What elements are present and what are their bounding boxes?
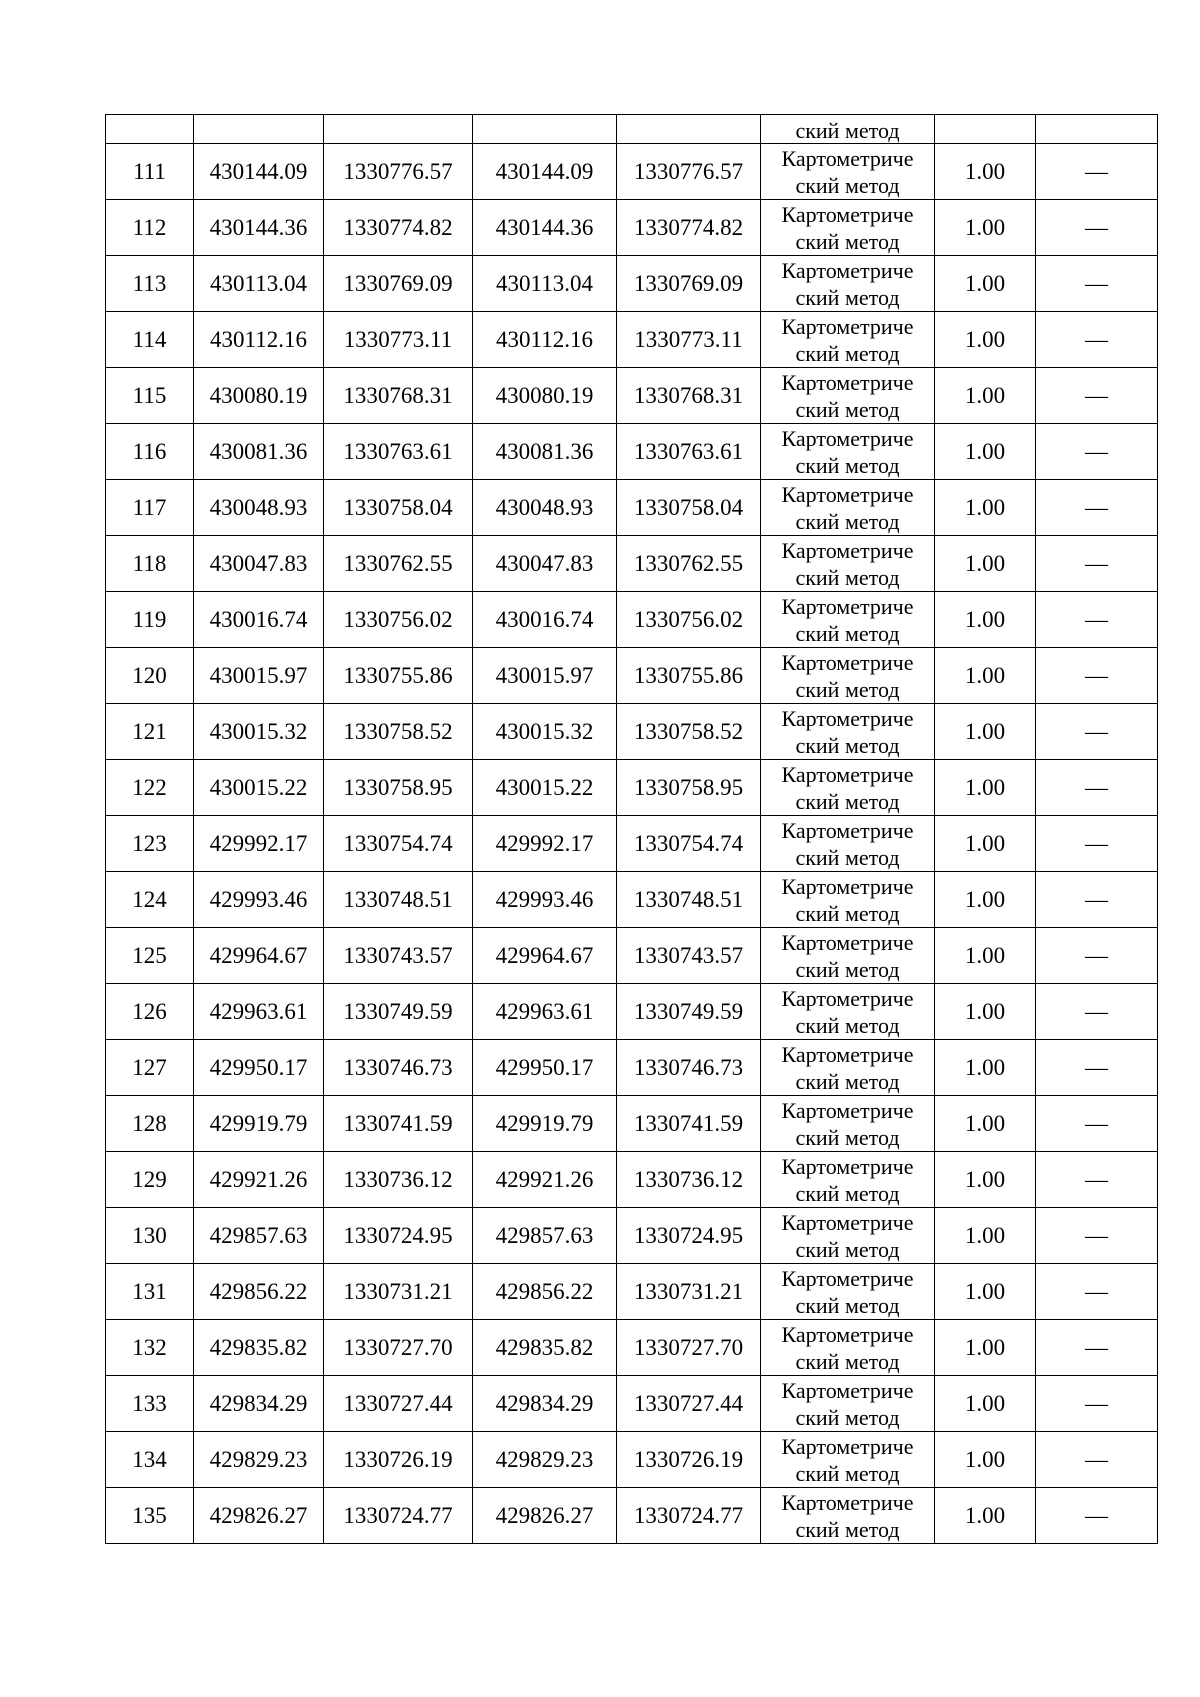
method-line-2: ский метод [795, 1236, 900, 1262]
method-line-1: Картометриче [781, 649, 914, 675]
cell-note: — [1036, 1264, 1158, 1320]
cell-num: 123 [106, 816, 194, 872]
cell-y2: 1330741.59 [617, 1096, 761, 1152]
method-line-2: ский метод [795, 1516, 900, 1542]
cell-note: — [1036, 424, 1158, 480]
cell-accuracy [935, 115, 1036, 144]
cell-num: 134 [106, 1432, 194, 1488]
cell-num: 118 [106, 536, 194, 592]
cell-x1: 430016.74 [194, 592, 324, 648]
cell-x2: 430080.19 [473, 368, 617, 424]
cell-note: — [1036, 200, 1158, 256]
method-line-1: Картометриче [781, 1097, 914, 1123]
cell-method [761, 312, 935, 368]
table-row [106, 984, 1158, 1040]
cell-num: 135 [106, 1488, 194, 1544]
cell-x1: 429826.27 [194, 1488, 324, 1544]
cell-num: 132 [106, 1320, 194, 1376]
cell-num [106, 115, 194, 144]
method-line-2: ский метод [795, 340, 900, 366]
cell-x1: 429964.67 [194, 928, 324, 984]
cell-y1: 1330754.74 [324, 816, 473, 872]
method-line-1: Картометриче [781, 257, 914, 283]
cell-method [761, 760, 935, 816]
cell-num: 121 [106, 704, 194, 760]
method-line-2: ский метод [795, 1124, 900, 1150]
method-line-2: ский метод [795, 1180, 900, 1206]
cell-x2: 429834.29 [473, 1376, 617, 1432]
cell-y1: 1330749.59 [324, 984, 473, 1040]
coordinates-table [105, 114, 1158, 1544]
cell-note: — [1036, 1208, 1158, 1264]
cell-y2: 1330773.11 [617, 312, 761, 368]
cell-accuracy: 1.00 [935, 1040, 1036, 1096]
cell-num: 125 [106, 928, 194, 984]
cell-x2: 429921.26 [473, 1152, 617, 1208]
method-line-1: Картометриче [781, 1377, 914, 1403]
cell-y1: 1330727.44 [324, 1376, 473, 1432]
table-row [106, 1488, 1158, 1544]
cell-y2: 1330748.51 [617, 872, 761, 928]
cell-method [761, 1208, 935, 1264]
cell-note: — [1036, 144, 1158, 200]
cell-note: — [1036, 1096, 1158, 1152]
method-line-1: Картометриче [781, 929, 914, 955]
cell-note: — [1036, 984, 1158, 1040]
cell-y2: 1330758.52 [617, 704, 761, 760]
method-line-2: ский метод [795, 1404, 900, 1430]
cell-num: 117 [106, 480, 194, 536]
cell-y2: 1330763.61 [617, 424, 761, 480]
table-row [106, 536, 1158, 592]
cell-note: — [1036, 1040, 1158, 1096]
cell-accuracy: 1.00 [935, 1096, 1036, 1152]
cell-note: — [1036, 648, 1158, 704]
cell-x1: 430015.97 [194, 648, 324, 704]
cell-accuracy: 1.00 [935, 1208, 1036, 1264]
cell-x2: 429829.23 [473, 1432, 617, 1488]
cell-num: 131 [106, 1264, 194, 1320]
method-line-1: Картометриче [781, 425, 914, 451]
cell-y2: 1330726.19 [617, 1432, 761, 1488]
method-line-2: ский метод [795, 844, 900, 870]
cell-x2 [473, 115, 617, 144]
cell-y2: 1330768.31 [617, 368, 761, 424]
cell-x2: 429963.61 [473, 984, 617, 1040]
cell-method [761, 256, 935, 312]
cell-x2: 430015.32 [473, 704, 617, 760]
cell-y1: 1330755.86 [324, 648, 473, 704]
method-line-2: ский метод [795, 172, 900, 198]
method-line-1: Картометриче [781, 705, 914, 731]
table-row [106, 704, 1158, 760]
cell-y2: 1330776.57 [617, 144, 761, 200]
cell-x1: 430047.83 [194, 536, 324, 592]
method-line-2: ский метод [795, 676, 900, 702]
cell-accuracy: 1.00 [935, 928, 1036, 984]
cell-x1: 430048.93 [194, 480, 324, 536]
cell-method [761, 368, 935, 424]
cell-num: 128 [106, 1096, 194, 1152]
table-row [106, 928, 1158, 984]
cell-x2: 429992.17 [473, 816, 617, 872]
cell-x2: 429857.63 [473, 1208, 617, 1264]
cell-num: 133 [106, 1376, 194, 1432]
cell-x1: 429834.29 [194, 1376, 324, 1432]
cell-y1: 1330741.59 [324, 1096, 473, 1152]
method-line-2: ский метод [795, 1012, 900, 1038]
cell-y1: 1330731.21 [324, 1264, 473, 1320]
cell-y2: 1330756.02 [617, 592, 761, 648]
cell-accuracy: 1.00 [935, 480, 1036, 536]
cell-x2: 429919.79 [473, 1096, 617, 1152]
method-line-1: Картометриче [781, 1433, 914, 1459]
cell-y2: 1330727.44 [617, 1376, 761, 1432]
cell-y2: 1330749.59 [617, 984, 761, 1040]
method-line-2: ский метод [795, 564, 900, 590]
cell-x1: 430080.19 [194, 368, 324, 424]
method-line-1: Картометриче [781, 1041, 914, 1067]
cell-x2: 430015.22 [473, 760, 617, 816]
cell-note: — [1036, 1432, 1158, 1488]
cell-method [761, 648, 935, 704]
cell-x1: 429921.26 [194, 1152, 324, 1208]
cell-accuracy: 1.00 [935, 256, 1036, 312]
cell-x1: 430081.36 [194, 424, 324, 480]
method-line-2: ский метод [795, 1460, 900, 1486]
method-line-2: ский метод [795, 452, 900, 478]
cell-y1: 1330724.95 [324, 1208, 473, 1264]
cell-num: 130 [106, 1208, 194, 1264]
cell-x1 [194, 115, 324, 144]
cell-method [761, 928, 935, 984]
cell-x1: 430112.16 [194, 312, 324, 368]
cell-num: 126 [106, 984, 194, 1040]
cell-x1: 430113.04 [194, 256, 324, 312]
cell-note: — [1036, 872, 1158, 928]
cell-method [761, 200, 935, 256]
cell-method [761, 536, 935, 592]
method-line-1: Картометриче [781, 985, 914, 1011]
cell-y2: 1330746.73 [617, 1040, 761, 1096]
cell-note: — [1036, 704, 1158, 760]
cell-num: 111 [106, 144, 194, 200]
cell-y2: 1330762.55 [617, 536, 761, 592]
method-line-1: Картометриче [781, 1265, 914, 1291]
cell-method [761, 1096, 935, 1152]
cell-accuracy: 1.00 [935, 536, 1036, 592]
cell-accuracy: 1.00 [935, 1264, 1036, 1320]
cell-method-tail: ский метод [761, 115, 935, 144]
cell-y1: 1330774.82 [324, 200, 473, 256]
method-line-1: Картометриче [781, 201, 914, 227]
cell-num: 113 [106, 256, 194, 312]
method-line-1: Картометриче [781, 1489, 914, 1515]
cell-x2: 429826.27 [473, 1488, 617, 1544]
cell-x1: 429829.23 [194, 1432, 324, 1488]
table-row [106, 816, 1158, 872]
table-row [106, 144, 1158, 200]
cell-x1: 430015.32 [194, 704, 324, 760]
cell-note: — [1036, 1376, 1158, 1432]
cell-y1: 1330743.57 [324, 928, 473, 984]
cell-x1: 430144.36 [194, 200, 324, 256]
cell-note [1036, 115, 1158, 144]
table-row [106, 200, 1158, 256]
method-line-2: ский метод [795, 396, 900, 422]
cell-y2: 1330724.95 [617, 1208, 761, 1264]
method-line-1: Картометриче [781, 1209, 914, 1235]
method-line-2: ский метод [795, 956, 900, 982]
table-row [106, 592, 1158, 648]
cell-y1: 1330736.12 [324, 1152, 473, 1208]
cell-y1: 1330726.19 [324, 1432, 473, 1488]
method-line-1: Картометриче [781, 313, 914, 339]
table-row [106, 256, 1158, 312]
table-row [106, 648, 1158, 704]
cell-accuracy: 1.00 [935, 424, 1036, 480]
cell-num: 129 [106, 1152, 194, 1208]
method-line-1: Картометриче [781, 481, 914, 507]
cell-note: — [1036, 760, 1158, 816]
cell-y1: 1330773.11 [324, 312, 473, 368]
cell-accuracy: 1.00 [935, 984, 1036, 1040]
cell-method [761, 816, 935, 872]
cell-method [761, 704, 935, 760]
table-row [106, 1432, 1158, 1488]
cell-x1: 430144.09 [194, 144, 324, 200]
cell-note: — [1036, 536, 1158, 592]
cell-x2: 429856.22 [473, 1264, 617, 1320]
cell-x2: 430113.04 [473, 256, 617, 312]
cell-accuracy: 1.00 [935, 368, 1036, 424]
cell-y1: 1330758.95 [324, 760, 473, 816]
method-line-2: ский метод [795, 620, 900, 646]
cell-method [761, 984, 935, 1040]
cell-num: 124 [106, 872, 194, 928]
cell-method [761, 1264, 935, 1320]
cell-y2: 1330774.82 [617, 200, 761, 256]
cell-note: — [1036, 1152, 1158, 1208]
cell-x2: 429835.82 [473, 1320, 617, 1376]
cell-accuracy: 1.00 [935, 760, 1036, 816]
cell-accuracy: 1.00 [935, 200, 1036, 256]
cell-num: 119 [106, 592, 194, 648]
cell-method [761, 1040, 935, 1096]
cell-y2: 1330743.57 [617, 928, 761, 984]
cell-accuracy: 1.00 [935, 1432, 1036, 1488]
cell-x1: 430015.22 [194, 760, 324, 816]
method-line-2: ский метод [795, 508, 900, 534]
cell-accuracy: 1.00 [935, 872, 1036, 928]
cell-num: 122 [106, 760, 194, 816]
method-line-2: ский метод [795, 1068, 900, 1094]
table-body [106, 115, 1158, 1544]
method-line-2: ский метод [795, 1348, 900, 1374]
cell-x2: 430047.83 [473, 536, 617, 592]
table-row [106, 1264, 1158, 1320]
method-line-2: ский метод [795, 284, 900, 310]
table-row [106, 1152, 1158, 1208]
cell-y1: 1330763.61 [324, 424, 473, 480]
cell-num: 112 [106, 200, 194, 256]
table-row [106, 872, 1158, 928]
cell-accuracy: 1.00 [935, 1488, 1036, 1544]
cell-method [761, 1488, 935, 1544]
cell-y2: 1330769.09 [617, 256, 761, 312]
cell-note: — [1036, 368, 1158, 424]
cell-y1: 1330746.73 [324, 1040, 473, 1096]
method-line-2: ский метод [795, 732, 900, 758]
method-line-1: Картометриче [781, 537, 914, 563]
method-line-1: Картометриче [781, 817, 914, 843]
cell-accuracy: 1.00 [935, 144, 1036, 200]
table-row [106, 480, 1158, 536]
cell-y2: 1330758.95 [617, 760, 761, 816]
table-row [106, 1096, 1158, 1152]
cell-y1: 1330724.77 [324, 1488, 473, 1544]
method-line-1: Картометриче [781, 1153, 914, 1179]
cell-y1: 1330776.57 [324, 144, 473, 200]
cell-x1: 429992.17 [194, 816, 324, 872]
cell-accuracy: 1.00 [935, 1152, 1036, 1208]
cell-num: 114 [106, 312, 194, 368]
cell-num: 115 [106, 368, 194, 424]
cell-method [761, 1152, 935, 1208]
cell-method [761, 1376, 935, 1432]
cell-y1: 1330727.70 [324, 1320, 473, 1376]
cell-y2: 1330758.04 [617, 480, 761, 536]
method-line-1: Картометриче [781, 593, 914, 619]
cell-num: 120 [106, 648, 194, 704]
cell-x1: 429856.22 [194, 1264, 324, 1320]
continuation-row [106, 115, 1158, 144]
cell-x1: 429950.17 [194, 1040, 324, 1096]
cell-method [761, 144, 935, 200]
cell-y1: 1330758.52 [324, 704, 473, 760]
cell-method [761, 1432, 935, 1488]
cell-accuracy: 1.00 [935, 648, 1036, 704]
cell-x2: 430048.93 [473, 480, 617, 536]
cell-y2: 1330724.77 [617, 1488, 761, 1544]
cell-y1: 1330768.31 [324, 368, 473, 424]
table-row [106, 1376, 1158, 1432]
cell-accuracy: 1.00 [935, 592, 1036, 648]
table-row [106, 1320, 1158, 1376]
method-line-1: Картометриче [781, 145, 914, 171]
cell-x1: 429857.63 [194, 1208, 324, 1264]
method-line-1: Картометриче [781, 369, 914, 395]
cell-method [761, 1320, 935, 1376]
cell-x2: 430081.36 [473, 424, 617, 480]
cell-method [761, 592, 935, 648]
method-line-2: ский метод [795, 1292, 900, 1318]
cell-x1: 429993.46 [194, 872, 324, 928]
table-row [106, 368, 1158, 424]
table-row [106, 1040, 1158, 1096]
method-line-2: ский метод [795, 228, 900, 254]
cell-x1: 429835.82 [194, 1320, 324, 1376]
cell-note: — [1036, 480, 1158, 536]
cell-note: — [1036, 592, 1158, 648]
cell-y1: 1330748.51 [324, 872, 473, 928]
cell-note: — [1036, 816, 1158, 872]
cell-x2: 429993.46 [473, 872, 617, 928]
cell-y2: 1330736.12 [617, 1152, 761, 1208]
table-row [106, 312, 1158, 368]
method-line-2: ский метод [795, 788, 900, 814]
cell-method [761, 872, 935, 928]
cell-note: — [1036, 928, 1158, 984]
cell-x1: 429963.61 [194, 984, 324, 1040]
cell-method [761, 480, 935, 536]
cell-note: — [1036, 1488, 1158, 1544]
cell-x2: 430015.97 [473, 648, 617, 704]
cell-y2 [617, 115, 761, 144]
method-line-1: Картометриче [781, 1321, 914, 1347]
cell-num: 127 [106, 1040, 194, 1096]
table-row [106, 1208, 1158, 1264]
cell-accuracy: 1.00 [935, 1376, 1036, 1432]
cell-method [761, 424, 935, 480]
method-line-1: Картометриче [781, 873, 914, 899]
method-line-2: ский метод [795, 900, 900, 926]
cell-note: — [1036, 256, 1158, 312]
cell-num: 116 [106, 424, 194, 480]
cell-x1: 429919.79 [194, 1096, 324, 1152]
cell-note: — [1036, 1320, 1158, 1376]
cell-y1: 1330762.55 [324, 536, 473, 592]
cell-accuracy: 1.00 [935, 1320, 1036, 1376]
cell-y1: 1330769.09 [324, 256, 473, 312]
method-line-1: Картометриче [781, 761, 914, 787]
cell-x2: 430016.74 [473, 592, 617, 648]
cell-note: — [1036, 312, 1158, 368]
cell-y2: 1330731.21 [617, 1264, 761, 1320]
cell-x2: 429950.17 [473, 1040, 617, 1096]
cell-y1: 1330758.04 [324, 480, 473, 536]
cell-x2: 430112.16 [473, 312, 617, 368]
cell-x2: 430144.36 [473, 200, 617, 256]
cell-accuracy: 1.00 [935, 312, 1036, 368]
table-row [106, 760, 1158, 816]
cell-y2: 1330727.70 [617, 1320, 761, 1376]
cell-x2: 430144.09 [473, 144, 617, 200]
cell-y2: 1330755.86 [617, 648, 761, 704]
cell-y2: 1330754.74 [617, 816, 761, 872]
table-row [106, 424, 1158, 480]
cell-y1 [324, 115, 473, 144]
cell-accuracy: 1.00 [935, 816, 1036, 872]
cell-accuracy: 1.00 [935, 704, 1036, 760]
cell-x2: 429964.67 [473, 928, 617, 984]
cell-y1: 1330756.02 [324, 592, 473, 648]
